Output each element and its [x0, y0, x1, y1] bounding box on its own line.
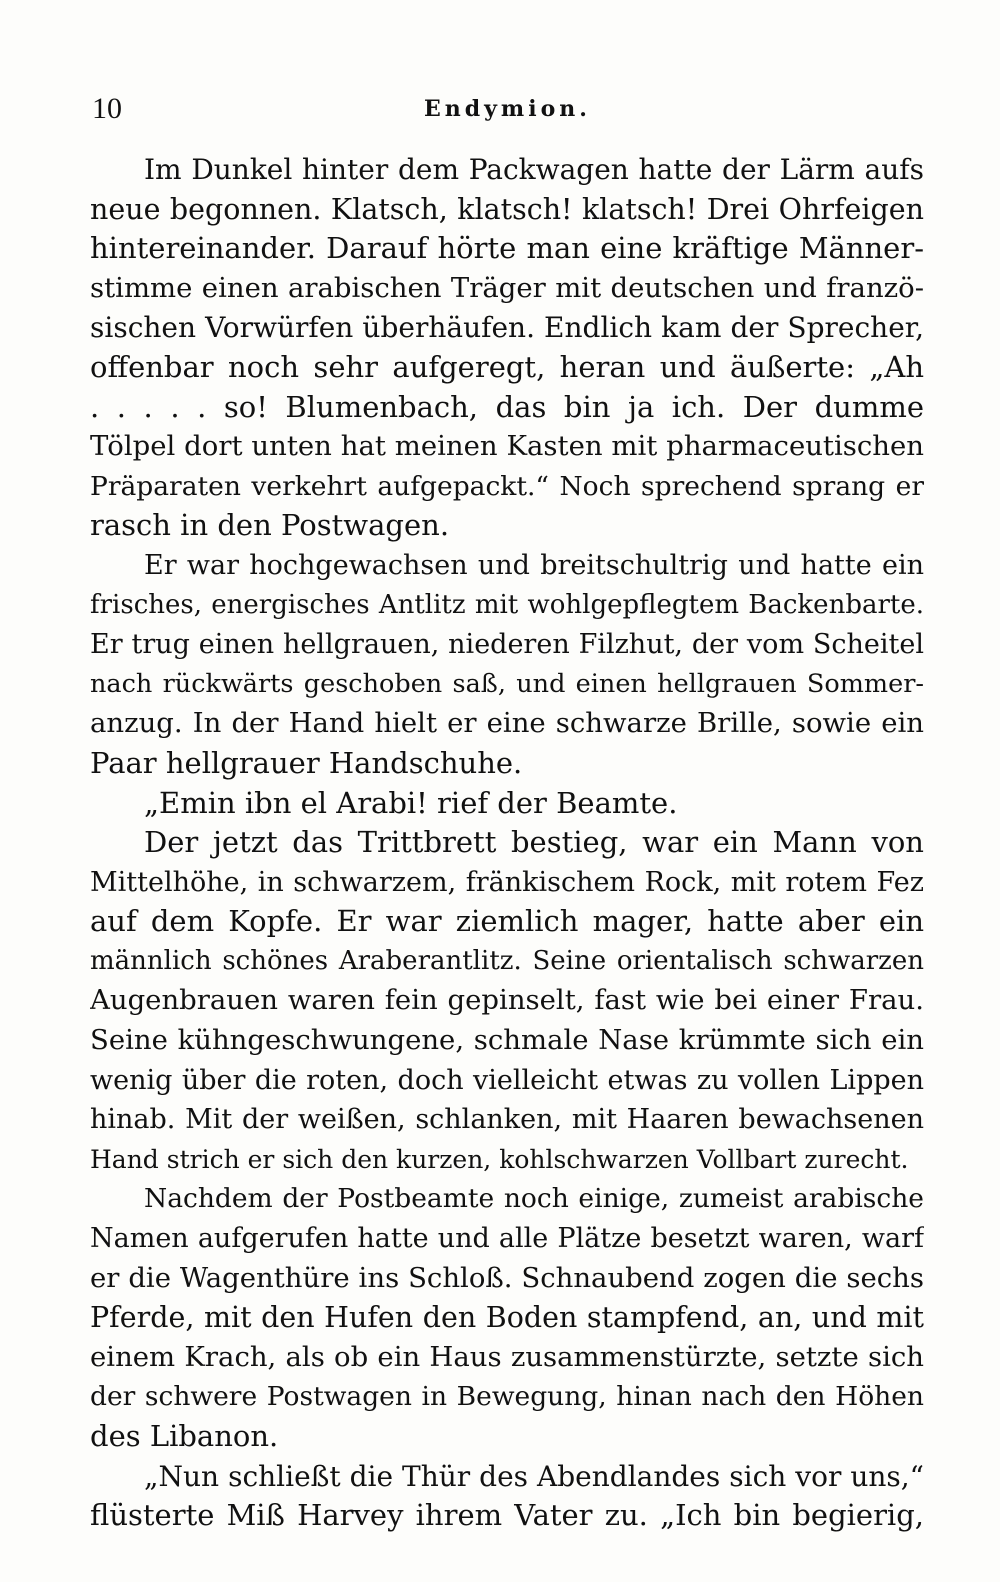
text-line: „Nun schließt die Thür des Abendlandes sich vor uns,“	[144, 1459, 924, 1493]
text-line: flüsterte Miß Harvey ihrem Vater zu. „Ich bin begierig,	[90, 1498, 924, 1533]
page-number: 10	[92, 92, 122, 125]
text-line: der schwere Postwagen in Bewegung, hinan nach den Höhen	[90, 1381, 924, 1413]
text-line: hintereinander. Darauf hörte man eine kräftige Männer-	[90, 231, 924, 266]
text-line: Der jetzt das Trittbrett bestieg, war ein Mann von	[144, 825, 924, 860]
text-line: . . . . . so! Blumenbach, das bin ja ich. Der dumme	[90, 389, 924, 424]
text-line: frisches, energisches Antlitz mit wohlgepflegtem Backenbarte.	[90, 589, 924, 620]
text-line: neue begonnen. Klatsch, klatsch! klatsch! Drei Ohrfeigen	[90, 192, 924, 226]
text-line: Mittelhöhe, in schwarzem, fränkischem Rock, mit rotem Fez	[90, 866, 924, 898]
text-line: Er trug einen hellgrauen, niederen Filzhut, der vom Scheitel	[90, 629, 924, 661]
text-line: männlich schönes Araberantlitz. Seine orientalisch schwarzen	[90, 945, 924, 976]
text-line: auf dem Kopfe. Er war ziemlich mager, hatte aber ein	[90, 904, 924, 939]
body-text	[90, 150, 924, 1536]
text-line: Namen aufgerufen hatte und alle Plätze besetzt waren, warf	[90, 1223, 924, 1255]
text-line: Hand strich er sich den kurzen, kohlschwarzen Vollbart zurecht.	[90, 1144, 909, 1174]
text-line: Präparaten verkehrt aufgepackt.“ Noch sprechend sprang er	[90, 470, 924, 502]
text-line: einem Krach, als ob ein Haus zusammenstürzte, setzte sich	[90, 1340, 924, 1373]
text-line: Augenbrauen waren fein gepinselt, fast wie bei einer Frau.	[90, 984, 924, 1017]
text-line: sischen Vorwürfen überhäufen. Endlich kam der Sprecher,	[90, 311, 924, 345]
text-line: Er war hochgewachsen und breitschultrig und hatte ein	[144, 549, 924, 581]
text-line: offenbar noch sehr aufgeregt, heran und äußerte: „Ah	[90, 349, 924, 384]
text-line: Seine kühngeschwungene, schmale Nase krümmte sich ein	[90, 1024, 924, 1057]
running-head: Endymion.	[424, 96, 591, 122]
text-line: Im Dunkel hinter dem Packwagen hatte der Lärm aufs	[144, 153, 924, 186]
text-line: „Emin ibn el Arabi! rief der Beamte.	[144, 785, 678, 820]
text-line: Pferde, mit den Hufen den Boden stampfend, an, und mit	[90, 1301, 924, 1335]
text-line: nach rückwärts geschoben saß, und einen hellgrauen Sommer-	[90, 668, 924, 699]
text-line: hinab. Mit der weißen, schlanken, mit Haaren bewachsenen	[90, 1104, 924, 1136]
text-line: Tölpel dort unten hat meinen Kasten mit pharmaceutischen	[90, 430, 924, 463]
text-line: des Libanon.	[90, 1419, 279, 1453]
text-line: Paar hellgrauer Handschuhe.	[90, 745, 523, 780]
text-line: er die Wagenthüre ins Schloß. Schnaubend zogen die sechs	[90, 1261, 924, 1294]
text-line: anzug. In der Hand hielt er eine schwarze Brille, sowie ein	[90, 707, 924, 740]
text-line: rasch in den Postwagen.	[90, 508, 450, 543]
text-line: stimme einen arabischen Träger mit deutschen und franzö-	[90, 271, 924, 304]
text-line: Nachdem der Postbeamte noch einige, zumeist arabische	[144, 1183, 924, 1215]
text-line: wenig über die roten, doch vielleicht etwas zu vollen Lippen	[90, 1064, 924, 1096]
page-header	[92, 92, 928, 132]
